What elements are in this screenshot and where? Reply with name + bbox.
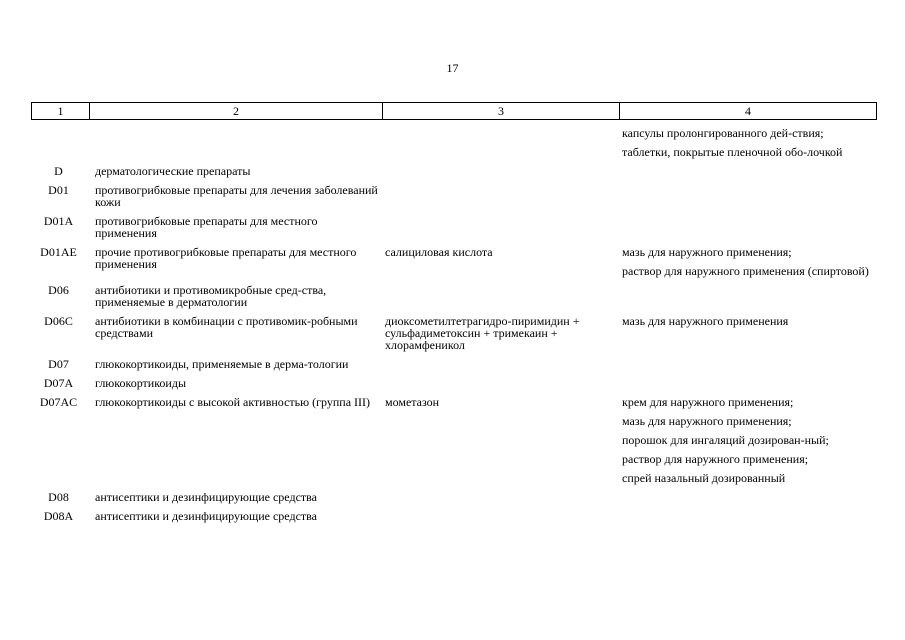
- header-col-2: 2: [90, 103, 383, 120]
- atc-code: D01A: [43, 214, 74, 228]
- dosage-form: раствор для наружного применения (спиртовой): [622, 264, 869, 278]
- dosage-forms: [616, 377, 872, 389]
- dosage-forms: [616, 315, 872, 351]
- dosage-forms: [616, 184, 872, 208]
- dosage-form: капсулы пролонгированного дей-ствия;: [622, 126, 824, 140]
- substance-name: [380, 358, 616, 370]
- table-row: [31, 377, 872, 389]
- table-row: [31, 491, 872, 503]
- page-number: 17: [446, 61, 459, 75]
- dosage-form: мазь для наружного применения;: [622, 245, 792, 259]
- table-row: [31, 184, 872, 208]
- table-row: [31, 315, 872, 351]
- substance-name: [380, 377, 616, 389]
- atc-code: D: [54, 164, 63, 178]
- table-row: [31, 165, 872, 177]
- atc-code: D08: [48, 490, 69, 504]
- table-header: [31, 102, 877, 120]
- group-name: прочие противогрибковые препараты для местного применения: [95, 245, 357, 271]
- dosage-forms: [616, 510, 872, 522]
- table-row: [31, 396, 872, 484]
- dosage-forms: [616, 358, 872, 370]
- group-name: антибиотики в комбинации с противомик-робными средствами: [95, 314, 358, 340]
- atc-code: D07A: [43, 376, 74, 390]
- header-row: [32, 103, 877, 120]
- dosage-forms: [616, 127, 872, 158]
- group-name: противогрибковые препараты для местного применения: [95, 214, 318, 240]
- dosage-forms: [616, 284, 872, 308]
- dosage-forms: [616, 396, 872, 484]
- header-col-4: 4: [620, 103, 877, 120]
- group-name: антисептики и дезинфицирующие средства: [95, 490, 317, 504]
- header-col-3: 3: [383, 103, 620, 120]
- dosage-form: мазь для наружного применения: [622, 314, 789, 328]
- group-name: антисептики и дезинфицирующие средства: [95, 509, 317, 523]
- group-name: глюкокортикоиды с высокой активностью (группа III): [95, 395, 371, 409]
- dosage-forms: [616, 491, 872, 503]
- table-row: [31, 284, 872, 308]
- dosage-forms: [616, 246, 872, 277]
- header-col-1: 1: [32, 103, 90, 120]
- atc-code: D01: [48, 183, 69, 197]
- group-name: дерматологические препараты: [95, 164, 251, 178]
- group-name: глюкокортикоиды: [95, 376, 187, 390]
- table-row: [31, 358, 872, 370]
- substance-name: [380, 184, 616, 208]
- group-name: [88, 127, 380, 158]
- substance-name: [380, 510, 616, 522]
- atc-code: D07AC: [39, 395, 78, 409]
- substance-name: [380, 491, 616, 503]
- substance-name: салициловая кислота: [385, 245, 493, 259]
- dosage-form: мазь для наружного применения;: [622, 414, 792, 428]
- table-body: [31, 127, 872, 522]
- dosage-forms: [616, 165, 872, 177]
- table-row: [31, 510, 872, 522]
- dosage-form: раствор для наружного применения;: [622, 452, 809, 466]
- atc-code: D01AE: [40, 245, 77, 259]
- substance-name: [380, 165, 616, 177]
- atc-code: D06C: [44, 314, 73, 328]
- table-row: [31, 246, 872, 277]
- group-name: противогрибковые препараты для лечения заболеваний кожи: [95, 183, 378, 209]
- substance-name: [380, 127, 616, 158]
- dosage-forms: [616, 215, 872, 239]
- dosage-form: крем для наружного применения;: [622, 395, 794, 409]
- atc-code: [31, 127, 88, 158]
- substance-name: [380, 284, 616, 308]
- table-row: [31, 215, 872, 239]
- group-name: антибиотики и противомикробные сред-ства, применяемые в дерматологии: [95, 283, 327, 309]
- dosage-form: спрей назальный дозированный: [622, 471, 786, 485]
- dosage-form: таблетки, покрытые пленочной обо-лочкой: [622, 145, 843, 159]
- substance-name: диоксометилтетрагидро-пиримидин + сульфадиметоксин + тримекаин + хлорамфеникол: [385, 314, 580, 352]
- substance-name: мометазон: [385, 395, 440, 409]
- substance-name: [380, 215, 616, 239]
- atc-code: D06: [48, 283, 69, 297]
- atc-code: D07: [48, 357, 69, 371]
- table-row: [31, 127, 872, 158]
- group-name: глюкокортикоиды, применяемые в дерма-тологии: [95, 357, 349, 371]
- atc-code: D08A: [43, 509, 74, 523]
- dosage-form: порошок для ингаляций дозирован-ный;: [622, 433, 829, 447]
